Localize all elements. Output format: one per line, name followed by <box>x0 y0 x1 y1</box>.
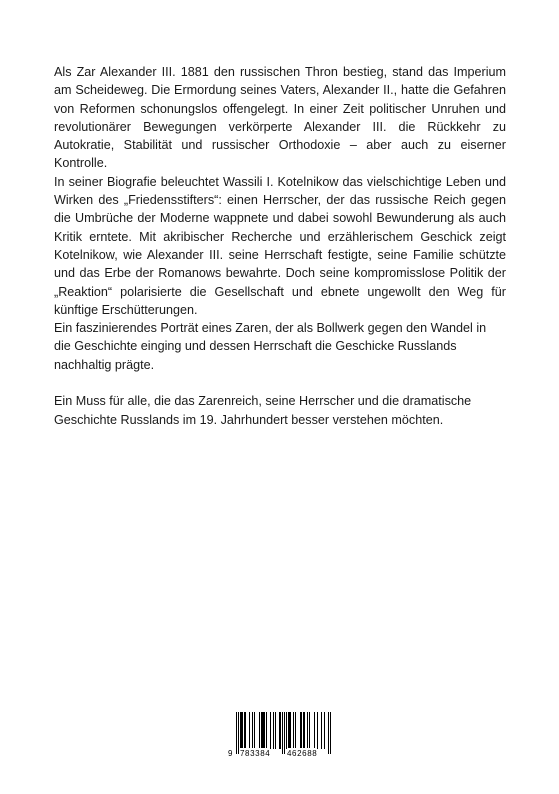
barcode-bar <box>288 712 289 749</box>
barcode-bar <box>304 712 305 749</box>
barcode-bar <box>275 712 276 749</box>
barcode-bar <box>254 712 255 749</box>
blurb-paragraph-biography: In seiner Biografie beleuchtet Wassili I. Kotelnikow das vielschichtige Leben und Wirken des „Friedensstifters“: einen Herrscher, der das russische Reich gegen die Umbrüche der Moderne wappnete und dabei sowohl Bewunderung als auch Kritik erntete. Mit akribischer Recherche und erzählerischem Geschick zeigt Kotelnikow, wie Alexander III. seine Herrschaft festigte, seine Familie schützte und das Erbe der Romanows bewahrte. Doch seine kompromisslose Politik der „Reaktion“ polarisierte die Gesellschaft und ebnete ungewollt den Weg für künftige Erschütterungen. <box>54 174 506 317</box>
barcode-bar <box>263 712 264 749</box>
isbn-barcode <box>228 712 333 760</box>
barcode-bar <box>240 712 241 749</box>
barcode-bar <box>261 712 262 749</box>
barcode-bar <box>293 712 294 749</box>
barcode-bar <box>259 712 260 749</box>
barcode-bar <box>245 712 246 749</box>
blurb-paragraph-recommendation: Ein Muss für alle, die das Zarenreich, seine Herrscher und die dramatische Geschichte Russlands im 19. Jahrhundert besser verstehen möchten. <box>54 394 472 427</box>
barcode-bar <box>244 712 245 749</box>
barcode-bar <box>295 712 296 749</box>
barcode-first-digit: 9 <box>228 749 233 758</box>
barcode-bar <box>266 712 267 749</box>
barcode-bar <box>273 712 274 749</box>
barcode-bar <box>264 712 265 749</box>
barcode-digits <box>228 748 333 760</box>
barcode-left-group: 783384 <box>240 749 271 758</box>
barcode-bar <box>303 712 304 749</box>
barcode-bar <box>252 712 253 749</box>
back-cover-blurb <box>54 63 506 429</box>
barcode-right-group: 462688 <box>287 749 318 758</box>
barcode-bar <box>301 712 302 749</box>
barcode-bar <box>317 712 318 749</box>
barcode-bar <box>249 712 250 749</box>
barcode-bar <box>309 712 310 749</box>
barcode-bar <box>321 712 322 749</box>
barcode-bar <box>241 712 242 749</box>
barcode-bar <box>307 712 308 749</box>
barcode-bar <box>324 712 325 749</box>
barcode-bar <box>290 712 291 749</box>
barcode-bar <box>314 712 315 749</box>
barcode-bar <box>279 712 280 749</box>
blurb-paragraph-intro: Als Zar Alexander III. 1881 den russischen Thron bestieg, stand das Imperium am Scheideweg. Die Ermordung seines Vaters, Alexander II., hatte die Gefahren von Reformen schonungslos offengelegt. In einer Zeit politischer Unruhen und revolutionärer Bewegungen verkörperte Alexander III. die Rückkehr zu Autokratie, Stabilität und russischer Orthodoxie – aber auch zu eiserner Kontrolle. <box>54 65 506 171</box>
barcode-bar <box>300 712 301 749</box>
blurb-paragraph-portrait: Ein faszinierendes Porträt eines Zaren, der als Bollwerk gegen den Wandel in die Geschichte einging und dessen Herrschaft die Geschicke Russlands nachhaltig prägte. <box>54 321 487 372</box>
barcode-bar <box>289 712 290 749</box>
barcode-bar <box>270 712 271 749</box>
barcode-bar <box>286 712 287 749</box>
barcode-bar <box>280 712 281 749</box>
barcode-bar <box>262 712 263 749</box>
barcode-bar <box>242 712 243 749</box>
